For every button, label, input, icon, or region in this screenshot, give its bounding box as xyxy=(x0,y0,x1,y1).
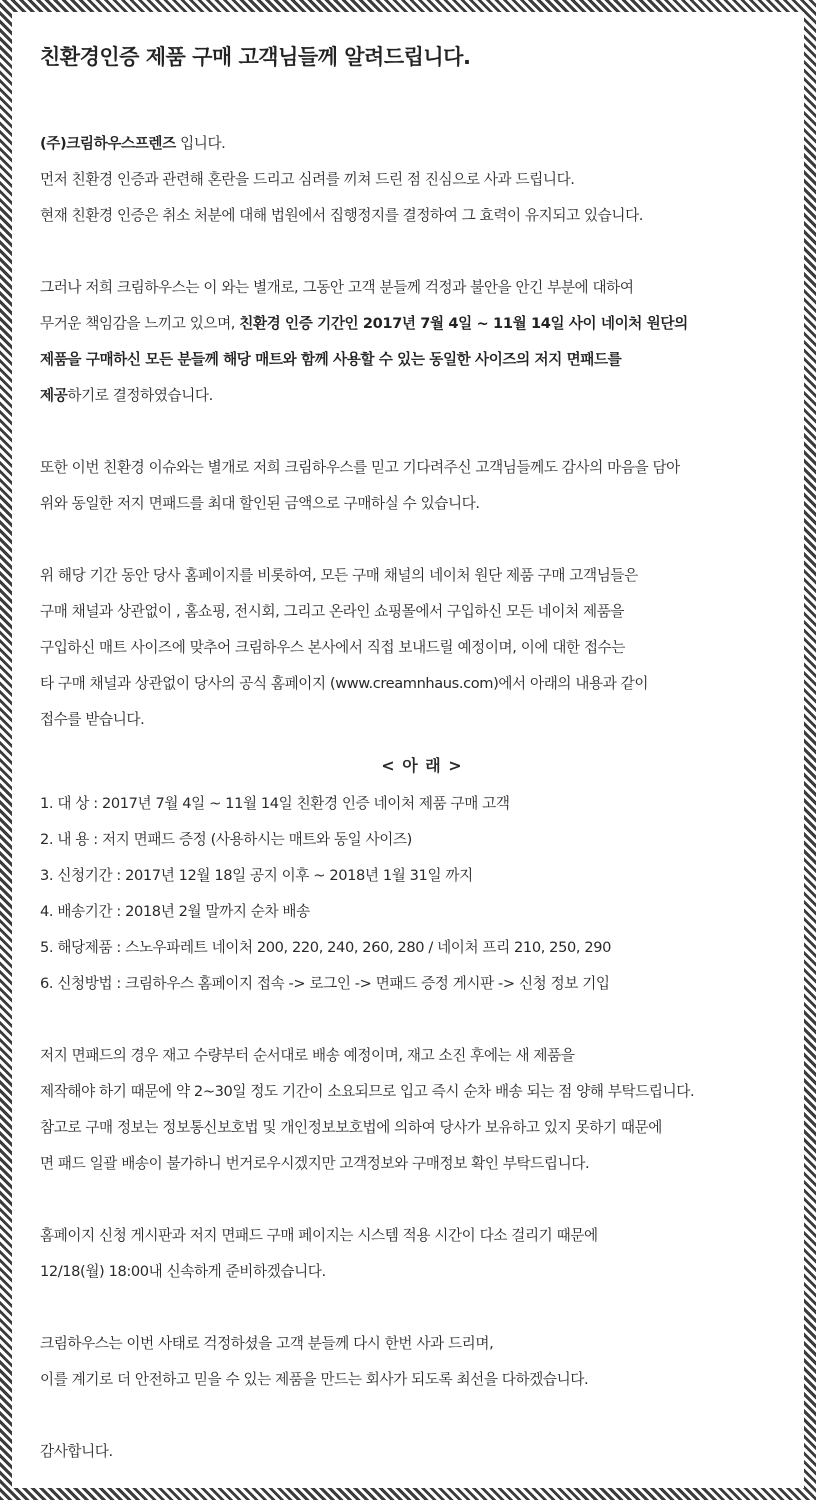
application-paragraph: 위 해당 기간 동안 당사 홈페이지를 비롯하여, 모든 구매 채널의 네이처 원단 제품 구매 고객님들은 구매 채널과 상관없이 , 홈쇼핑, 전시회, 그리고 온라인 쇼핑몰에서 구입하신 모든 네이처 제품을 구입하신 매트 사이즈에 맞추어 크림하우스 본사에서 직접 보내드릴 예정이며, 이에 대한 접수는 타 구매 채널과 상관없이 당사의 공식 홈페이지 (www.creamnhaus.com)에서 아래의 내용과 같이 접수를 받습니다. xyxy=(40,558,804,738)
list-item: 3. 신청기간 : 2017년 12월 18일 공지 이후 ~ 2018년 1월 31일 까지 xyxy=(40,867,473,884)
page-title: 친환경인증 제품 구매 고객님들께 알려드립니다. xyxy=(40,45,471,69)
list-item: 4. 배송기간 : 2018년 2월 말까지 순차 배송 xyxy=(40,903,310,920)
decision-paragraph: 그러나 저희 크림하우스는 이 와는 별개로, 그동안 고객 분들께 걱정과 불안을 안긴 부분에 대하여 무거운 책임감을 느끼고 있으며, 친환경 인증 기간인 2017년 7월 4일 ~ 11월 14일 사이 네이처 원단의 제품을 구매하신 모든 분들께 해당 매트와 함께 사용할 수 있는 동일한 사이즈의 저지 면패드를 제공하기로 결정하였습니다. xyxy=(40,279,688,404)
detail-list xyxy=(40,786,804,1002)
discount-paragraph: 또한 이번 친환경 이슈와는 별개로 저희 크림하우스를 믿고 기다려주신 고객님들께도 감사의 마음을 담아 위와 동일한 저지 면패드를 최대 할인된 금액으로 구매하실 수 있습니다. xyxy=(40,459,680,512)
homepage-line: 타 구매 채널과 상관없이 당사의 공식 홈페이지 (www.creamnhaus.com)에서 아래의 내용과 같이 xyxy=(40,675,649,692)
period-highlight: 친환경 인증 기간인 2017년 7월 4일 ~ 11월 14일 사이 네이처 원단의 xyxy=(239,315,688,332)
list-item: 2. 내 용 : 저지 면패드 증정 (사용하시는 매트와 동일 사이즈) xyxy=(40,831,412,848)
company-name: (주)크림하우스프렌즈 xyxy=(40,135,176,152)
notice-heading: < 아 래 > xyxy=(381,756,463,775)
schedule-paragraph: 홈페이지 신청 게시판과 저지 면패드 구매 페이지는 시스템 적용 시간이 다소 걸리기 때문에 12/18(월) 18:00내 신속하게 준비하겠습니다. xyxy=(40,1227,598,1280)
closing-paragraph: 크림하우스는 이번 사태로 걱정하셨을 고객 분들께 다시 한번 사과 드리며, 이를 계기로 더 안전하고 믿을 수 있는 제품을 만드는 회사가 되도록 최선을 다하겠습니다. xyxy=(40,1335,589,1388)
list-item: 6. 신청방법 : 크림하우스 홈페이지 접속 -> 로그인 -> 면패드 증정 게시판 -> 신청 정보 기입 xyxy=(40,975,610,992)
closing-thanks: 감사합니다. xyxy=(40,1443,113,1460)
intro-paragraph: (주)크림하우스프렌즈 입니다. 먼저 친환경 인증과 관련해 혼란을 드리고 심려를 끼쳐 드린 점 진심으로 사과 드립니다. 현재 친환경 인증은 취소 처분에 대해 법원에서 집행정지를 결정하여 그 효력이 유지되고 있습니다. xyxy=(40,126,804,234)
notice-document xyxy=(12,12,804,1488)
notice-body xyxy=(40,74,804,1470)
apology-line: 먼저 친환경 인증과 관련해 혼란을 드리고 심려를 끼쳐 드린 점 진심으로 사과 드립니다. xyxy=(40,171,575,188)
shipping-paragraph: 저지 면패드의 경우 재고 수량부터 순서대로 배송 예정이며, 재고 소진 후에는 새 제품을 제작해야 하기 때문에 약 2~30일 정도 기간이 소요되므로 입고 즉시 순차 배송 되는 점 양해 부탁드립니다. 참고로 구매 정보는 정보통신보호법 및 개인정보보호법에 의하여 당사가 보유하고 있지 못하기 때문에 면 패드 일괄 배송이 불가하니 번거로우시겠지만 고객정보와 구매정보 확인 부탁드립니다. xyxy=(40,1047,695,1172)
list-item: 5. 해당제품 : 스노우파레트 네이처 200, 220, 240, 260, 280 / 네이처 프리 210, 250, 290 xyxy=(40,939,611,956)
status-line: 현재 친환경 인증은 취소 처분에 대해 법원에서 집행정지를 결정하여 그 효력이 유지되고 있습니다. xyxy=(40,207,644,224)
list-item: 1. 대 상 : 2017년 7월 4일 ~ 11월 14일 친환경 인증 네이처 제품 구매 고객 xyxy=(40,795,510,812)
